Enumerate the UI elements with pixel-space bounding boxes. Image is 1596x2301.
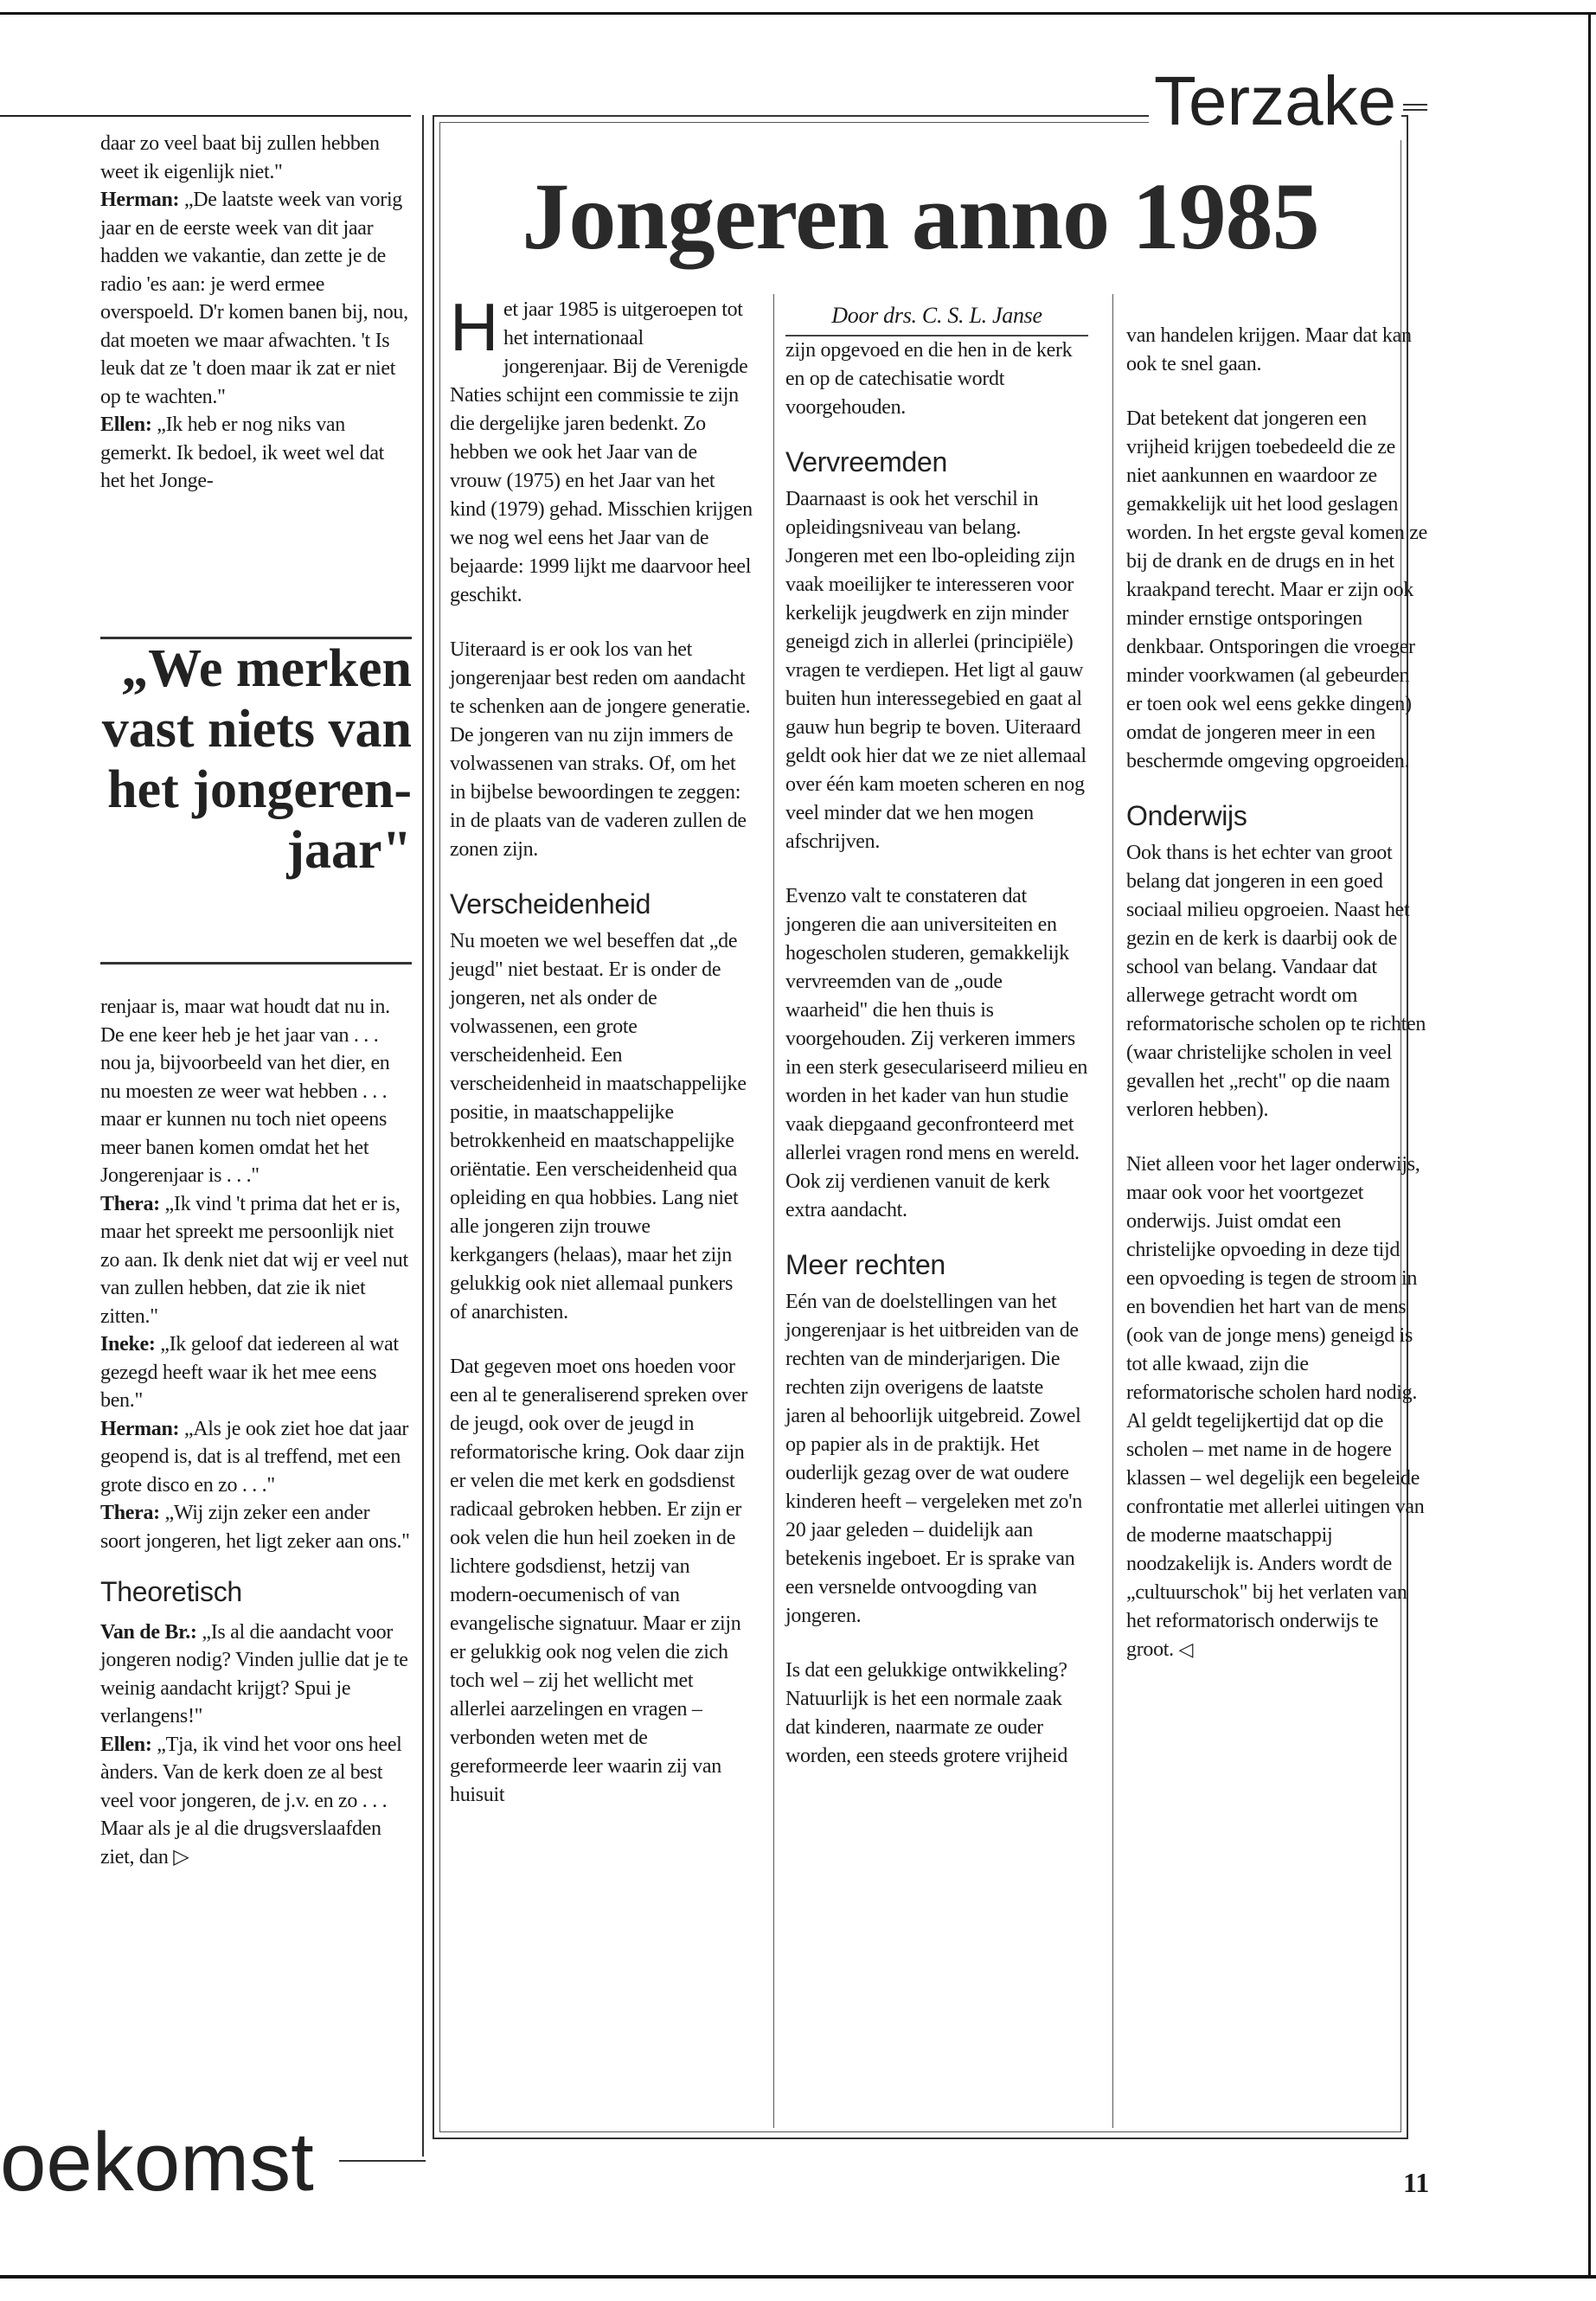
- speaker-name: Ineke:: [100, 1333, 156, 1356]
- article-paragraph: Ook thans is het echter van groot belang dat jongeren in een goed sociaal milieu opgroeien. Naast het gezin en de kerk is daarbij ook de school van belang. Vandaar dat allerwege getracht wordt om reformatorische scholen op te richten (waar christelijke scholen in veel gevallen het „recht" op die naam verloren hebben).: [1126, 842, 1426, 1121]
- footer-word-rule: [339, 2160, 426, 2162]
- interview-paragraph: Herman: „De laatste week van vorig jaar en de eerste week van dit jaar hadden we vakantie, dan zette je de radio 'es aan: je werd ermee overspoeld. D'r komen banen bij, nou, dat moeten we maar afwachten. 't Is leuk dat ze 't doen maar ik zat er niet op te wachten.": [100, 189, 408, 408]
- subheading-onderwijs: Onderwijs: [1126, 800, 1247, 831]
- column-divider: [1112, 294, 1113, 2128]
- subheading-verscheidenheid: Verscheidenheid: [450, 888, 651, 920]
- left-column-top-rule: [0, 115, 411, 117]
- article-paragraph: Eén van de doelstellingen van het jongerenjaar is het uitbreiden van de rechten van de minderjarigen. Die rechten zijn overigens de laatste jaren al behoorlijk uitgebreid. Zowel op papier als in de praktijk. Het ouderlijk gezag over de wat oudere kinderen heeft – vergeleken met zo'n 20 jaar geleden – duidelijk aan betekenis ingeboet. Er is sprake van een versnelde ontvoogding van jongeren.: [785, 1291, 1082, 1627]
- speaker-name: Ellen:: [100, 1733, 152, 1756]
- footer-word: oekomst: [0, 2116, 314, 2208]
- article-paragraph: Dat gegeven moet ons hoeden voor een al te generaliserend spreken over de jeugd, ook over de jeugd in reformatorische kring. Ook daar zijn er velen die met kerk en godsdienst radicaal gebroken hebben. Er zijn er ook velen die hun heil zoeken in de lichtere godsdienst, hetzij van modern-oecumenisch of van evangelische signatuur. Maar er zijn er gelukkig ook nog velen die zich toch wel – zij het wellicht met allerlei aarzelingen en vragen – verbonden weten met de gereformeerde leer waarin zij van huisuit: [450, 1356, 748, 1806]
- interview-paragraph: Thera: „Ik vind 't prima dat het er is, maar het spreekt me persoonlijk niet zo aan. Ik denk niet dat wij er veel nut van zullen hebben, dat zie ik niet zitten.": [100, 1192, 408, 1328]
- interview-paragraph: Ellen: „Tja, ik vind het voor ons heel ànders. Van de kerk doen ze al best veel voor jongeren, de j.v. en zo . . . Maar als je al die drugsverslaafden ziet, dan ▷: [100, 1733, 402, 1868]
- article-paragraph: Dat betekent dat jongeren een vrijheid krijgen toebedeeld die ze niet aankunnen en waardoor ze gemakkelijk uit het lood geslagen worden. In het ergste geval komen ze bij de drank en de drugs en in het kraakpand terecht. Maar er zijn ook minder ernstige ontsporingen denkbaar. Ontsporingen die vroeger minder voorkwamen (al gebeurden er toen ook wel eens gekke dingen) omdat de jongeren meer in een beschermde omgeving opgroeiden.: [1126, 407, 1427, 772]
- speaker-name: Herman:: [100, 189, 180, 211]
- left-column-divider: [422, 115, 424, 2157]
- article-column-1: [450, 289, 753, 1836]
- section-label: Terzake: [1149, 62, 1401, 140]
- interview-paragraph: Ellen: „Ik heb er nog niks van gemerkt. Ik bedoel, ik weet wel dat het het Jonge-: [100, 413, 385, 492]
- article-paragraph: Uiteraard is er ook los van het jongerenjaar best reden om aandacht te schenken aan de jongere generatie. De jongeren van nu zijn immers de volwassenen van straks. Of, om het in bijbelse bewoordingen te zeggen: in de plaats van de vaderen zullen de zonen zijn.: [450, 638, 751, 861]
- speaker-name: Herman:: [100, 1417, 180, 1440]
- speaker-name: Thera:: [100, 1502, 160, 1524]
- speaker-name: Thera:: [100, 1192, 160, 1215]
- article-paragraph: zijn opgevoed en die hen in de kerk en op de catechisatie wordt voorgehouden.: [785, 339, 1073, 419]
- subheading-meer-rechten: Meer rechten: [785, 1249, 945, 1280]
- page-border-bottom: [0, 2275, 1596, 2279]
- interview-paragraph: Herman: „Als je ook ziet hoe dat jaar geopend is, dat is al treffend, met een grote disco en zo . . .": [100, 1417, 409, 1497]
- subheading-vervreemden: Vervreemden: [785, 446, 948, 478]
- interview-paragraph: Thera: „Wij zijn zeker een ander soort jongeren, het ligt zeker aan ons.": [100, 1502, 410, 1553]
- pull-quote: „We merken vast niets van het jongeren-jaar": [101, 639, 412, 880]
- interview-paragraph: Ineke: „Ik geloof dat iedereen al wat gezegd heeft waar ik het mee eens ben.": [100, 1333, 399, 1412]
- article-column-2: [785, 296, 1088, 1797]
- subheading-theoretisch: Theoretisch: [100, 1576, 242, 1607]
- article-paragraph: Het jaar 1985 is uitgeroepen tot het internationaal jongerenjaar. Bij de Verenigde Naties schijnt een commissie te zijn die dergelijke jaren bedenkt. Zo hebben we ook het Jaar van de vrouw (1975) en het Jaar van het kind (1979) gehad. Misschien krijgen we nog wel eens het Jaar van de bejaarde: 1999 lijkt me daarvoor heel geschikt.: [450, 289, 753, 606]
- column-divider: [773, 294, 774, 2128]
- article-paragraph: Nu moeten we wel beseffen dat „de jeugd" niet bestaat. Er is onder de jongeren, net als onder de volwassenen, een grote verscheidenheid. Een verscheidenheid in maatschappelijke positie, in maatschappelijke betrokkenheid en maatschappelijke oriëntatie. Een verscheidenheid qua opleiding en qua hobbies. Lang niet alle jongeren zijn trouwe kerkgangers (helaas), maar het zijn gelukkig ook niet allemaal punkers of anarchisten.: [450, 930, 747, 1324]
- page-border-right: [1588, 12, 1591, 2279]
- interview-paragraph: Van de Br.: „Is al die aandacht voor jongeren nodig? Vinden jullie dat je te weinig aandacht krijgt? Spui je verlangens!": [100, 1620, 408, 1727]
- interview-column-part1: [100, 130, 412, 496]
- article-headline: Jongeren anno 1985: [522, 163, 1319, 269]
- byline: Door drs. C. S. L. Janse: [785, 301, 1088, 336]
- speaker-name: Van de Br.:: [100, 1620, 197, 1644]
- interview-paragraph: daar zo veel baat bij zullen hebben weet ik eigenlijk niet.": [100, 132, 380, 183]
- section-label-rule: [1403, 104, 1427, 106]
- drop-cap: H: [450, 289, 499, 365]
- article-paragraph: Niet alleen voor het lager onderwijs, maar ook voor het voortgezet onderwijs. Juist omdat een christelijke opvoeding in deze tijd een opvoeding is tegen de stroom in en bovendien het hart van de mens (ook van de jonge mens) geneigd is tot alle kwaad, zijn die reformatorische scholen hard nodig. Al geldt tegelijkertijd dat op die scholen – met name in de hogere klassen – wel degelijk een begeleide confrontatie met allerlei uitingen van de moderne maatschappij noodzakelijk is. Anders wordt de „cultuurschok" bij het verlaten van het reformatorisch onderwijs te groot. ◁: [1126, 1153, 1425, 1661]
- article-paragraph: Is dat een gelukkige ontwikkeling? Natuurlijk is het een normale zaak dat kinderen, naarmate ze ouder worden, een steeds grotere vrijheid: [785, 1659, 1068, 1767]
- pull-quote-rule-bottom: [100, 962, 412, 965]
- page-border-top: [0, 12, 1596, 15]
- article-paragraph: van handelen krijgen. Maar dat kan ook te snel gaan.: [1126, 324, 1412, 375]
- interview-column-part2: [100, 993, 412, 1871]
- section-label-rule: [1403, 109, 1427, 111]
- interview-paragraph: renjaar is, maar wat houdt dat nu in. De ene keer heb je het jaar van . . . nou ja, bijvoorbeeld van het dier, en nu moesten ze weer wat hebben . . . maar er kunnen nu toch niet opeens meer banen komen omdat het het Jongerenjaar is . . .": [100, 996, 390, 1187]
- article-paragraph: Daarnaast is ook het verschil in opleidingsniveau van belang. Jongeren met een lbo-opleiding zijn vaak moeilijker te interesseren voor kerkelijk jeugdwerk en zijn minder geneigd zich in allerlei (principiële) vragen te verdiepen. Het ligt al gauw buiten hun interessegebied en gaat al gauw hun begrip te boven. Uiteraard geldt ook hier dat we ze niet allemaal over één kam moeten scheren en nog veel minder dat we hen mogen afschrijven.: [785, 488, 1086, 853]
- speaker-name: Ellen:: [100, 413, 152, 436]
- page-number: 11: [1403, 2167, 1430, 2198]
- end-mark-icon: ◁: [1178, 1639, 1194, 1661]
- article-paragraph: Evenzo valt te constateren dat jongeren die aan universiteiten en hogescholen studeren, gemakkelijk vervreemden van de „oude waarheid" die hen thuis is voorgehouden. Zij verkeren immers in een sterk geseculariseerd milieu en worden in het kader van hun studie vaak diepgaand geconfronteerd met allerlei vragen rond mens en wereld. Ook zij verdienen vanuit de kerk extra aandacht.: [785, 885, 1088, 1221]
- article-column-3: [1126, 322, 1429, 1690]
